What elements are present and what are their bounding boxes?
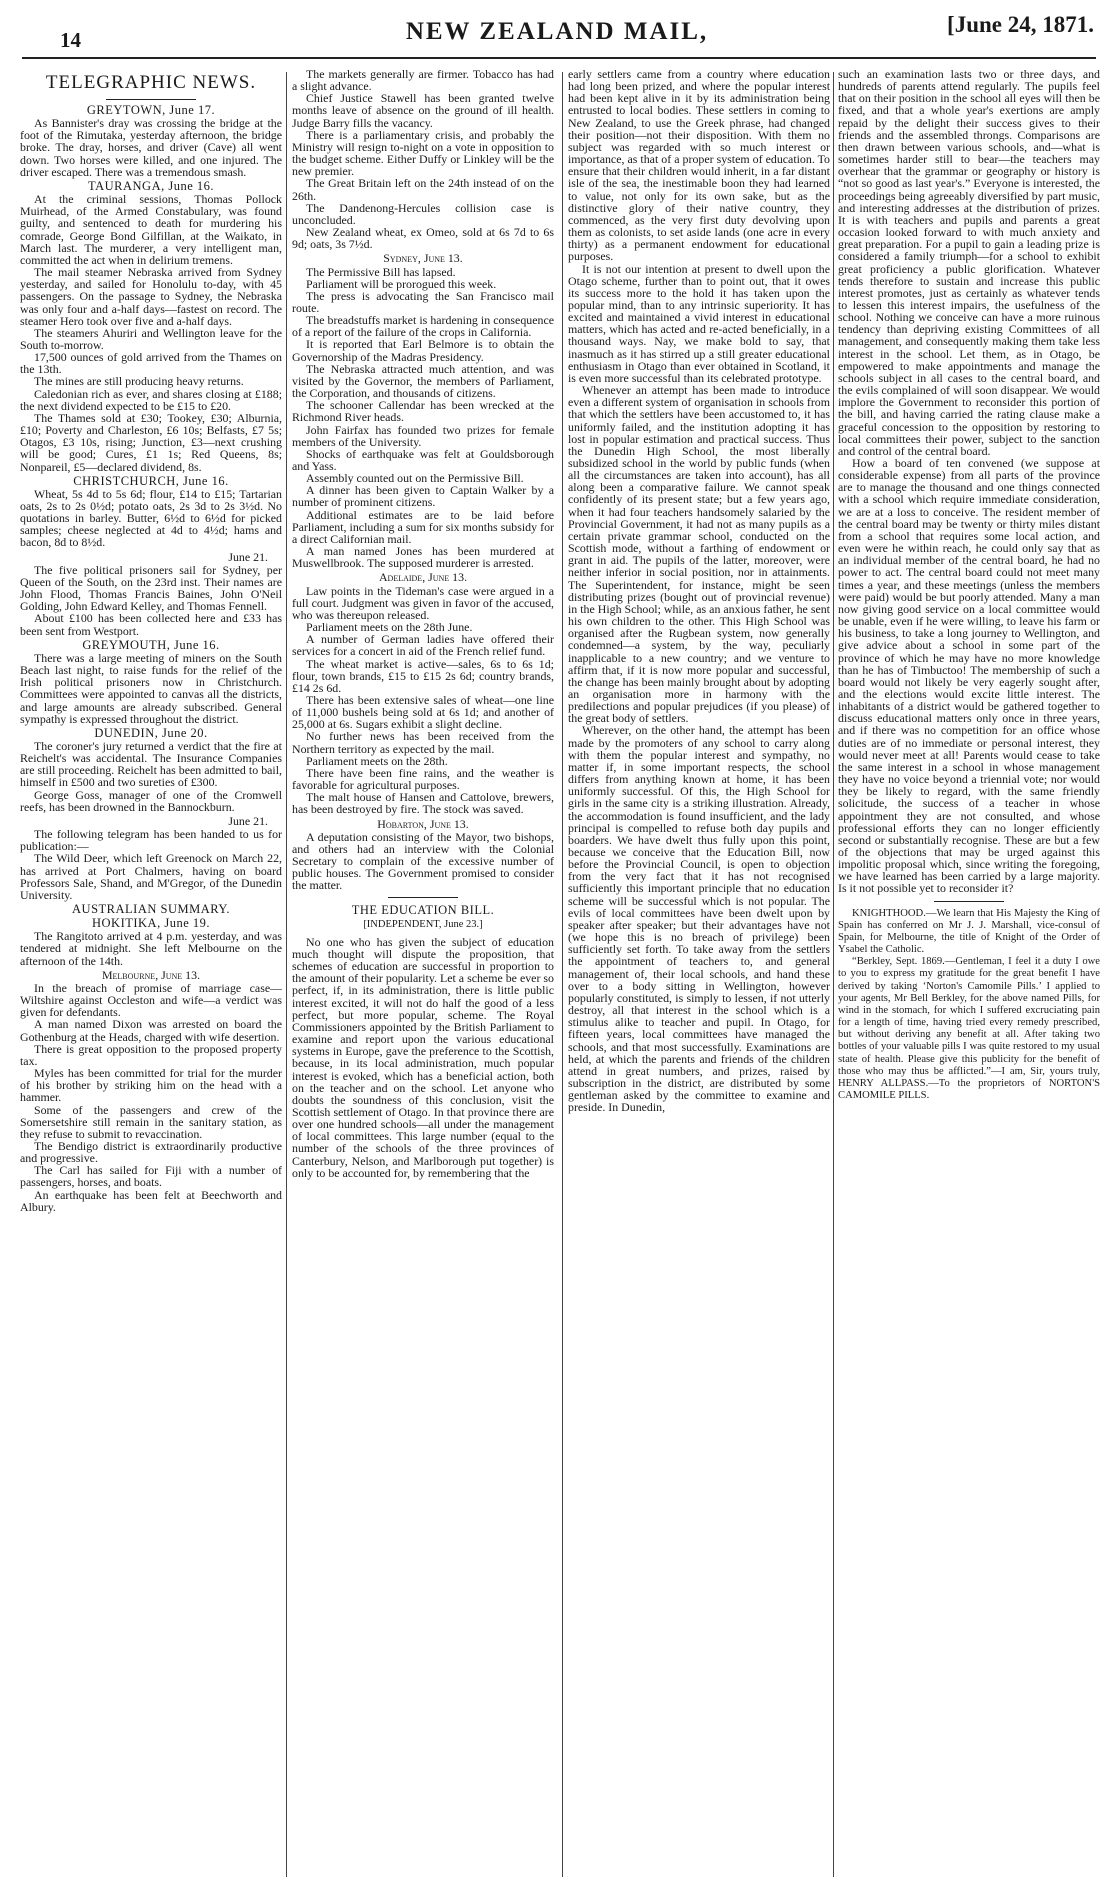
dateline: June 21.	[228, 813, 268, 828]
paragraph: such an examination lasts two or three days, and hundreds of parents attend regularly. The pupils feel that on their position in the school all eyes will then be fixed, and that a whole year's exertions are amply repaid by the delight their success gives to their friends and the assembled throngs. Comparisons are then drawn between various schools, and—what is sometimes harder still to bear—the teachers may overhear that the grammar or geography or history is “not so good as last year's.” Everyone is interested, the proceedings being agreeably diversified by part music, and interesting addresses at the distribution of prizes. It is with teachers and pupils and parents a great occasion looked forward to with much anxiety and great preparation. For a pupil to gain a leading prize is considered a family triumph—for a school to exhibit great proficiency a public glorification. Whatever tends therefore to sustain and increase this public interest promotes, just as certainly as whatever tends to lessen this interest impairs, the usefulness of the school. Nothing we conceive can have a more ruinous tendency than depriving existing Committees of all management, and consequently making them take less interest in the school. Let them, as in Otago, be empowered to make appointments and manage the schools subject in all cases to the central board, and the evils complained of will soon disappear. We would implore the Government to reconsider this portion of the bill, and having carried the rating clause make a graceful concession to the opposition by restoring to local committees their power, subject to the sanction and control of the central board.	[838, 68, 1100, 458]
paragraph: “Berkley, Sept. 1869.—Gentleman, I feel it a duty I owe to you to express my gratitude for the great benefit I have derived by taking ‘Norton's Camomile Pills.’ I applied to your agents, Mr Bell Berkley, for the above named Pills, for wind in the stomach, for which I suffered excruciating pain for a length of time, having tried every remedy prescribed, but without deriving any benefit at all. After taking two bottles of your valuable pills I was quite restored to my usual state of health. Please give this publicity for the benefit of those who may thus be afflicted.”—I am, Sir, yours truly, HENRY ALLPASS.—To the proprietors of NORTON'S CAMOMILE PILLS.	[838, 956, 1100, 1101]
dateline: AUSTRALIAN SUMMARY.	[72, 902, 230, 916]
paragraph: There is great opposition to the proposed property tax.	[20, 1041, 282, 1068]
paragraph: How a board of ten convened (we suppose at considerable expense) from all parts of the province are to manage the thousand and one things connected with a school which require immediate consideration, we are at a loss to conceive. The resident member of the central board may be twenty or thirty miles distant from a school that requires some local action, and even were he within reach, he could only say that as an individual member of the central board, he had no power to act. The central board could not meet many times a year, and these meetings (unless the members were paid) would be but poorly attended. Many a man now giving good service on a local committee would be unable, even if he were willing, to leave his farm or his business, to take a long journey to Wellington, and give advice about a school in some part of the province of which he may have no more knowledge than he has of Timbuctoo! The membership of such a board would not likely be very eagerly sought after, and the elections would excite little interest. The inhabitants of a district would be gathered together to discuss educational matters only once in three years, and if there was no competition for an office whose duties are of no immediate or personal interest, they would never meet at all! Parents would cease to take the same interest in a school in whose management they have no voice beyond a triennial vote; nor would they be likely to regard, with the same friendly solicitude, the success of a teacher in whose appointment they are not consulted, and whose professional efforts they can no longer efficiently second or substantially recognise. These are but a few of the objections that may be urged against this impolitic proposal which, since writing the foregoing, we have learned has been carried by a large majority. Is it not possible yet to reconsider it?	[838, 456, 1100, 896]
column-3	[568, 68, 830, 1883]
paragraph: There was a large meeting of miners on the South Beach last night, to raise funds for the relief of the Irish political prisoners now in Christchurch. Committees were appointed to canvas all the districts, and large amounts are already subscribed. General sympathy is expressed throughout the district.	[20, 650, 282, 726]
column-divider	[833, 72, 834, 1877]
paragraph: 17,500 ounces of gold arrived from the Thames on the 13th.	[20, 350, 282, 377]
paragraph: Whenever an attempt has been made to introduce even a different system of organisation in schools from that which the settlers have been accustomed to, it has uniformly failed, and the institution adopting it has lost in popular estimation and practical success. Thus the Dunedin High School, the most liberally subsidized school in the world by public funds (when all the circumstances are taken into account), has all along been a comparative failure. We cannot speak confidently of its present state; but a few years ago, when it had four teachers handsomely salaried by the Provincial Government, it had not as many pupils as a certain private grammar school, conducted on the Scottish mode, without a farthing of endowment or grant in aid. The pupils of the latter, moreover, were neither inferior in social position, nor in attainments. The Superintendent, for instance, might be seen distributing prizes (bought out of provincial revenue) in the High School; while, as an anxious father, he sent his own children to the other. This High School was organised after the Rugbean system, now generally condemned—a system, by the way, peculiarly inapplicable to a new country; and we venture to affirm that, if it is now more popular and successful, the change has been mainly brought about by adopting an organisation more in harmony with the predilections and popular prejudices (if you please) of the great body of settlers.	[568, 383, 830, 726]
paragraph: The mines are still producing heavy returns.	[34, 374, 244, 389]
paragraph: About £100 has been collected here and £33 has been sent from Westport.	[20, 611, 282, 638]
dateline: Melbourne, June 13.	[101, 967, 201, 982]
masthead	[0, 0, 1114, 64]
paragraph: George Goss, manager of one of the Cromwell reefs, has been drowned in the Bannockburn.	[20, 787, 282, 814]
paragraph: A number of German ladies have offered their services for a concert in aid of the French relief fund.	[292, 632, 554, 659]
paragraph: There is a parliamentary crisis, and probably the Ministry will resign to-night on a vote in opposition to the budget scheme. Either Duffy or Linkley will be the new premier.	[292, 127, 554, 179]
paragraph: Parliament meets on the 28th June.	[306, 620, 473, 635]
paragraph: Chief Justice Stawell has been granted twelve months leave of absence on the ground of ill health. Judge Barry fills the vacancy.	[292, 91, 554, 130]
column-divider	[286, 72, 287, 1877]
paragraph: KNIGHTHOOD.—We learn that His Majesty the King of Spain has conferred on Mr J. J. Marshall, vice-consul of Spain, for Melbourne, the title of Knight of the Order of Ysabel the Catholic.	[838, 907, 1100, 956]
dateline: Adelaide, June 13.	[378, 570, 468, 585]
dateline: THE EDUCATION BILL.	[351, 903, 495, 918]
paragraph: early settlers came from a country where education had long been prized, and where the popular interest had been kept alive in it by its administration being entrusted to local bodies. These settlers in coming to New Zealand, to use the Greek phrase, had changed their position—not their disposition. With them no subject was regarded with so much interest or importance, as that of a proper system of education. To ensure that their children would inherit, in a far distant isle of the sea, the inestimable boon they had learned to value, not only for its own sake, but as the distinctive glory of their native country, they commenced, as the very first duty devolving upon them as colonists, to set aside lands (one acre in every thirty) as a permanent endowment for educational purposes.	[568, 68, 830, 264]
paragraph: The Wild Deer, which left Greenock on March 22, has arrived at Port Chalmers, having on board Professors Sale, Shand, and M'Gregor, of the Dunedin University.	[20, 851, 282, 902]
dateline: Hobarton, June 13.	[377, 816, 469, 831]
column-4	[838, 68, 1100, 1883]
paragraph: The mail steamer Nebraska arrived from Sydney yesterday, and sailed for Honolulu to-day, with 45 passengers. On the passage to Sydney, the Nebraska was only four and a-half days—fastest on record. The steamer Hero took over five and a-half days.	[20, 265, 282, 328]
dateline: GREYTOWN, June 17.	[86, 103, 216, 117]
paragraph: Myles has been committed for trial for the murder of his brother by striking him on the head with a hammer.	[20, 1066, 282, 1105]
dateline: CHRISTCHURCH, June 16.	[73, 473, 229, 488]
paragraph: A man named Dixon was arrested on board the Gothenburg at the Heads, charged with wife desertion.	[20, 1017, 282, 1044]
separator-rule	[388, 897, 458, 898]
paragraph: Parliament will be prorogued this week.	[306, 276, 497, 291]
dateline: HOKITIKA, June 19.	[91, 916, 210, 931]
paragraph: New Zealand wheat, ex Omeo, sold at 6s 7d to 6s 9d; oats, 3s 7½d.	[292, 225, 554, 252]
paragraph: There have been fine rains, and the weather is favorable for agricultural purposes.	[292, 765, 554, 793]
paragraph: Wherever, on the other hand, the attempt has been made by the promoters of any school to carry along with them the popular interest and sympathy, no matter if, in some important respects, the school differs from anything known at home, it has been uniformly successful. Of this, the High School for girls in the same city is a striking illustration. Already, the accommodation is found insufficient, and the lady principal is compelled to refuse both day pupils and boarders. We have dwelt thus fully upon this point, because we conceive that the Education Bill, now before the Provincial Council, is open to objection from the very fact that it has not recognised sufficiently this important principle that no education scheme will be successful which is not popular. The evils of local committees have been dwelt upon by speaker after speaker; but their advantages have not (we hope this is no breach of privilege) been sufficiently set forth. To take away from the settlers the appointment of teachers to, and general management of, their local schools, and hand these over to a body sitting in Wellington, however popularly constituted, is simply to lessen, if not utterly destroy, all that interest in the school which is a stimulus alike to teacher and pupil. In Otago, for fifteen years, local committees have managed the schools, and that most successfully. Examinations are held, at which the parents and friends of the children attend in great numbers, and prizes, raised by subscription in the district, are distributed by some gentleman asked by the committee to examine and preside. In Dunedin,	[568, 723, 830, 1115]
paragraph: The malt house of Hansen and Cattolove, brewers, has been destroyed by fire. The stock was saved.	[292, 790, 554, 817]
paragraph: A dinner has been given to Captain Walker by a number of prominent citizens.	[292, 483, 554, 510]
paragraph: Caledonian rich as ever, and shares closing at £188; the next dividend expected to be £15 to £20.	[20, 386, 282, 413]
dateline: GREYMOUTH, June 16.	[82, 637, 220, 652]
paragraph: An earthquake has been felt at Beechworth and Albury.	[20, 1187, 282, 1214]
paragraph: In the breach of promise of marriage case—Wiltshire against Occleston and wife—a verdict was given for defendants.	[20, 980, 282, 1020]
paragraph: There has been extensive sales of wheat—one line of 11,000 bushels being sold at 6s 1d; and another of 25,000 at 6s. Sugars exhibit a slight decline.	[292, 692, 554, 732]
paragraph: Some of the passengers and crew of the Somersetshire still remain in the sanitary station, as they refuse to submit to revaccination.	[20, 1102, 282, 1141]
paragraph: The markets generally are firmer. Tobacco has had a slight advance.	[292, 68, 554, 94]
paragraph: The coroner's jury returned a verdict that the fire at Reichelt's was accidental. The Insurance Companies are still proceeding. Reichelt has been admitted to bail, himself in £500 and two sureties of £300.	[20, 738, 282, 790]
paragraph: Wheat, 5s 4d to 5s 6d; flour, £14 to £15; Tartarian oats, 2s to 2s 0½d; potato oats, 2s 3d to 2s 3½d. No quotations in barley. Butter, 6½d to 6½d for picked samples; cheese neglected at 4d to 4½d; hams and bacon, 8d to 8½d.	[20, 486, 282, 550]
paragraph: As Bannister's dray was crossing the bridge at the foot of the Rimutaka, yesterday afternoon, the bridge broke. The dray, horses, and driver (Cave) all went down. Two horses were killed, and one injured. The driver escaped. There was a tremendous smash.	[20, 116, 282, 179]
column-1	[20, 68, 282, 1883]
paragraph: The steamers Ahuriri and Wellington leave for the South to-morrow.	[20, 325, 282, 352]
paragraph: Law points in the Tideman's case were argued in a full court. Judgment was given in favor of the accused, who was thereupon released.	[292, 583, 554, 622]
paragraph: The Permissive Bill has lapsed.	[306, 264, 456, 279]
paragraph: The breadstuffs market is hardening in consequence of a report of the failure of the crops in California.	[292, 313, 554, 340]
paragraph: The wheat market is active—sales, 6s to 6s 1d; flour, town brands, £15 to £15 2s 6d; country brands, £14 2s 6d.	[292, 656, 554, 695]
column-divider	[562, 72, 563, 1877]
paragraph: Additional estimates are to be laid before Parliament, including a sum for six months subsidy for a direct Californian mail.	[292, 507, 554, 546]
paragraph: Parliament meets on the 28th.	[306, 753, 448, 768]
article-columns	[20, 68, 1100, 1883]
paragraph: The following telegram has been handed to us for publication:—	[20, 827, 282, 854]
paragraph: It is reported that Earl Belmore is to obtain the Governorship of the Madras Presidency.	[292, 337, 554, 364]
dateline: TAURANGA, June 16.	[87, 178, 215, 193]
paragraph: Assembly counted out on the Permissive Bill.	[306, 471, 524, 486]
column-2	[292, 68, 554, 1883]
paragraph: Shocks of earthquake was felt at Gouldsborough and Yass.	[292, 446, 554, 473]
paragraph: The schooner Callendar has been wrecked at the Richmond River heads.	[292, 398, 554, 425]
section-heading: TELEGRAPHIC NEWS.	[20, 72, 282, 100]
page-number: 14	[60, 28, 81, 52]
header-rule	[22, 57, 1096, 59]
paragraph: The five political prisoners sail for Sydney, per Queen of the South, on the 23rd inst. Their names are John Flood, Thomas Francis Baines, John O'Neil Golding, John Edward Kelley, and Thomas Fennell.	[20, 562, 282, 614]
paragraph: At the criminal sessions, Thomas Pollock Muirhead, of the Armed Constabulary, was found guilty, and sentenced to death for murdering his comrade, George Bond Gilfillan, at the Waikato, in March last. The murderer, a very intelligent man, committed the act when in delirium tremens.	[20, 192, 282, 267]
paragraph: The Rangitoto arrived at 4 p.m. yesterday, and was tendered at midnight. She left Melbourne on the afternoon of the 14th.	[20, 929, 282, 968]
paragraph: The Great Britain left on the 24th instead of on the 26th.	[292, 176, 554, 203]
paragraph: The Bendigo district is extraordinarily productive and progressive.	[20, 1138, 282, 1166]
paragraph: The Nebraska attracted much attention, and was visited by the Governor, the members of Parliament, the Corporation, and thousands of citizens.	[292, 361, 554, 401]
paragraph: John Fairfax has founded two prizes for female members of the University.	[292, 422, 554, 449]
paragraph: The Carl has sailed for Fiji with a number of passengers, horses, and boats.	[20, 1163, 282, 1190]
issue-date: [June 24, 1871.	[947, 12, 1094, 37]
paragraph: The Dandenong-Hercules collision case is unconcluded.	[292, 200, 554, 227]
paragraph: No further news has been received from the Northern territory as expected by the mail.	[292, 729, 554, 756]
dateline: June 21.	[228, 549, 268, 564]
paragraph: The Thames sold at £30; Tookey, £30; Alburnia, £10; Poverty and Charleston, £6 10s; Belfasts, £7 5s; Otagos, £3 10s, rising; Junction, £3—next crushing will be good; Cures, £1 1s; Red Queens, 8s; Nonpareil, £5—declared dividend, 8s.	[20, 410, 282, 474]
paragraph: It is not our intention at present to dwell upon the Otago scheme, further than to point out, that it owes its success more to the hold it has taken upon the popular mind, than to any intrinsic superiority. It has excited and maintained a vivid interest in educational matters, which has acted and re-acted beneficially, in a thousand ways. Nay, we make bold to say, that inasmuch as it has stirred up a still greater educational enthusiasm in Otago than ever obtained in Scotland, it is even more successful than its celebrated prototype.	[568, 261, 830, 385]
newspaper-title: NEW ZEALAND MAIL,	[405, 18, 709, 45]
paragraph: A deputation consisting of the Mayor, two bishops, and others had an interview with the Colonial Secretary to complain of the excessive number of public houses. The Government promised to consider the matter.	[292, 829, 554, 893]
source-line: [INDEPENDENT, June 23.]	[363, 918, 483, 930]
paragraph: No one who has given the subject of education much thought will dispute the proposition, that schemes of education are successful in proportion to the amount of their popularity. Let a scheme be ever so perfect, if, in its administration, there is little public interest excited, it will not do half the good of a less perfect, but more popular, scheme. The Royal Commissioners appointed by the British Parliament to examine and report upon the various educational systems in Europe, gave the preference to the Scottish, because, in its local administration, much popular interest is evoked, which has a beneficial action, both on the teacher and on the school. Let anyone who doubts the soundness of this conclusion, visit the Scottish settlement of Otago. In that province there are over one hundred schools—all under the management of local committees. This large number (equal to the number of the schools of the three provinces of Canterbury, Nelson, and Marlborough put together) is only to be accounted for, by remembering that the	[292, 934, 554, 1180]
dateline: DUNEDIN, June 20.	[94, 725, 208, 740]
paragraph: A man named Jones has been murdered at Muswellbrook. The supposed murderer is arrested.	[292, 544, 554, 571]
paragraph: The press is advocating the San Francisco mail route.	[292, 288, 554, 315]
dateline: Sydney, June 13.	[383, 251, 463, 266]
separator-rule	[934, 901, 1004, 902]
